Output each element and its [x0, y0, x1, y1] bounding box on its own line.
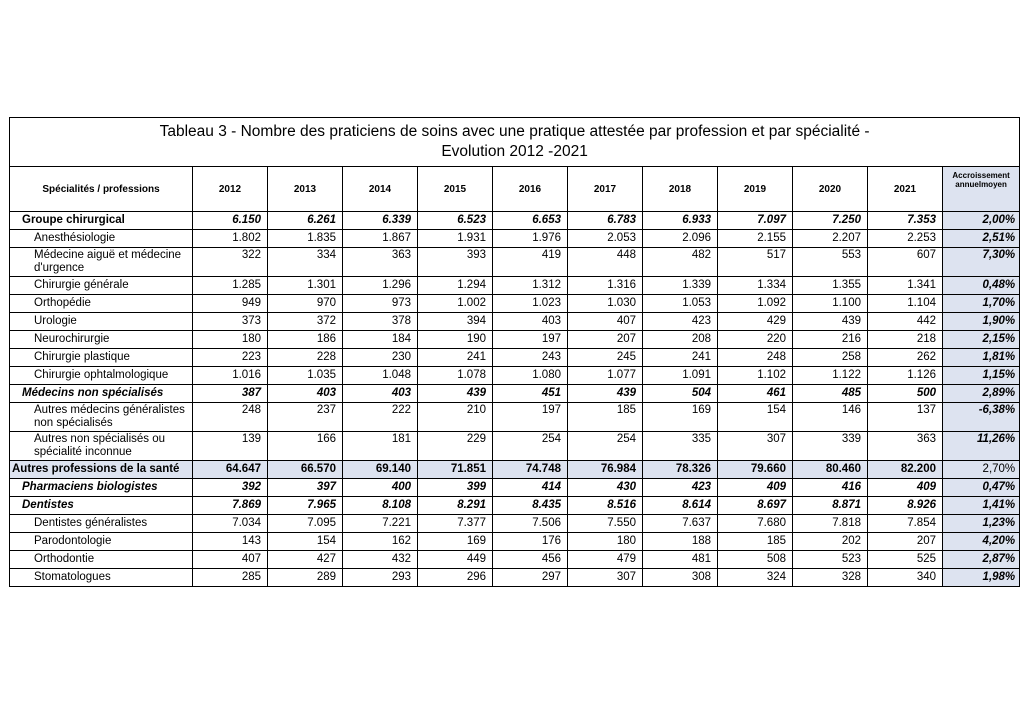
cell-value: 324	[718, 569, 793, 587]
header-year: 2016	[493, 167, 568, 212]
cell-value: 1.077	[568, 367, 643, 385]
cell-value: 1.835	[268, 230, 343, 248]
cell-value: 439	[793, 313, 868, 331]
cell-value: 7.353	[868, 212, 943, 230]
cell-value: 8.697	[718, 497, 793, 515]
row-label: Autres médecins généralistes non spécialisés	[10, 403, 193, 432]
cell-value: 607	[868, 248, 943, 277]
cell-value: 6.783	[568, 212, 643, 230]
row-label: Chirurgie générale	[10, 277, 193, 295]
cell-value: 6.523	[418, 212, 493, 230]
cell-value: 216	[793, 331, 868, 349]
cell-value: 76.984	[568, 461, 643, 479]
cell-value: 169	[418, 533, 493, 551]
cell-value: 166	[268, 432, 343, 461]
row-label: Médecine aiguë et médecine d'urgence	[10, 248, 193, 277]
table-row	[10, 349, 1020, 367]
cell-growth: 2,87%	[943, 551, 1020, 569]
cell-value: 7.095	[268, 515, 343, 533]
cell-value: 8.926	[868, 497, 943, 515]
cell-value: 169	[643, 403, 718, 432]
cell-value: 400	[343, 479, 418, 497]
cell-value: 80.460	[793, 461, 868, 479]
cell-value: 485	[793, 385, 868, 403]
cell-value: 7.550	[568, 515, 643, 533]
cell-value: 322	[193, 248, 268, 277]
cell-value: 2.096	[643, 230, 718, 248]
row-label: Autres professions de la santé	[10, 461, 193, 479]
table-row	[10, 569, 1020, 587]
cell-value: 308	[643, 569, 718, 587]
cell-value: 296	[418, 569, 493, 587]
cell-value: 1.931	[418, 230, 493, 248]
cell-value: 1.301	[268, 277, 343, 295]
cell-value: 176	[493, 533, 568, 551]
cell-value: 461	[718, 385, 793, 403]
cell-value: 378	[343, 313, 418, 331]
cell-value: 78.326	[643, 461, 718, 479]
cell-value: 1.316	[568, 277, 643, 295]
cell-value: 289	[268, 569, 343, 587]
cell-value: 6.261	[268, 212, 343, 230]
cell-value: 451	[493, 385, 568, 403]
cell-value: 423	[643, 313, 718, 331]
cell-value: 407	[193, 551, 268, 569]
row-label: Dentistes généralistes	[10, 515, 193, 533]
cell-growth: 1,41%	[943, 497, 1020, 515]
cell-value: 2.253	[868, 230, 943, 248]
cell-value: 297	[493, 569, 568, 587]
cell-value: 432	[343, 551, 418, 569]
cell-value: 334	[268, 248, 343, 277]
cell-value: 285	[193, 569, 268, 587]
cell-value: 8.871	[793, 497, 868, 515]
cell-value: 2.155	[718, 230, 793, 248]
cell-value: 373	[193, 313, 268, 331]
cell-value: 372	[268, 313, 343, 331]
cell-value: 6.653	[493, 212, 568, 230]
cell-value: 439	[418, 385, 493, 403]
cell-value: 228	[268, 349, 343, 367]
cell-value: 180	[193, 331, 268, 349]
cell-value: 1.100	[793, 295, 868, 313]
row-label: Groupe chirurgical	[10, 212, 193, 230]
cell-value: 7.965	[268, 497, 343, 515]
cell-growth: 4,20%	[943, 533, 1020, 551]
cell-value: 392	[193, 479, 268, 497]
cell-value: 419	[493, 248, 568, 277]
cell-value: 973	[343, 295, 418, 313]
cell-value: 393	[418, 248, 493, 277]
cell-value: 1.976	[493, 230, 568, 248]
cell-value: 202	[793, 533, 868, 551]
cell-value: 1.016	[193, 367, 268, 385]
cell-value: 237	[268, 403, 343, 432]
cell-value: 328	[793, 569, 868, 587]
row-label: Médecins non spécialisés	[10, 385, 193, 403]
cell-value: 479	[568, 551, 643, 569]
cell-value: 154	[718, 403, 793, 432]
cell-growth: 2,89%	[943, 385, 1020, 403]
cell-value: 254	[493, 432, 568, 461]
cell-value: 8.435	[493, 497, 568, 515]
cell-value: 64.647	[193, 461, 268, 479]
cell-value: 243	[493, 349, 568, 367]
cell-value: 207	[868, 533, 943, 551]
cell-value: 1.048	[343, 367, 418, 385]
cell-value: 245	[568, 349, 643, 367]
cell-value: 7.097	[718, 212, 793, 230]
cell-value: 1.078	[418, 367, 493, 385]
cell-value: 335	[643, 432, 718, 461]
cell-growth: 1,15%	[943, 367, 1020, 385]
cell-value: 190	[418, 331, 493, 349]
cell-value: 146	[793, 403, 868, 432]
cell-value: 207	[568, 331, 643, 349]
cell-value: 307	[718, 432, 793, 461]
cell-value: 188	[643, 533, 718, 551]
table-row	[10, 432, 1020, 461]
cell-value: 456	[493, 551, 568, 569]
cell-value: 220	[718, 331, 793, 349]
cell-value: 1.296	[343, 277, 418, 295]
header-growth: Accroissement annuelmoyen	[943, 167, 1020, 212]
cell-value: 363	[343, 248, 418, 277]
cell-value: 7.506	[493, 515, 568, 533]
cell-growth: 0,47%	[943, 479, 1020, 497]
cell-value: 448	[568, 248, 643, 277]
cell-value: 254	[568, 432, 643, 461]
table-title-line2: Evolution 2012 -2021	[441, 143, 588, 160]
cell-value: 197	[493, 403, 568, 432]
cell-value: 399	[418, 479, 493, 497]
cell-value: 1.355	[793, 277, 868, 295]
cell-value: 407	[568, 313, 643, 331]
cell-growth: 2,70%	[943, 461, 1020, 479]
cell-value: 7.221	[343, 515, 418, 533]
cell-value: 6.150	[193, 212, 268, 230]
cell-value: 409	[718, 479, 793, 497]
cell-value: 229	[418, 432, 493, 461]
cell-value: 1.035	[268, 367, 343, 385]
cell-value: 248	[718, 349, 793, 367]
cell-value: 1.341	[868, 277, 943, 295]
cell-value: 248	[193, 403, 268, 432]
header-year: 2019	[718, 167, 793, 212]
cell-value: 523	[793, 551, 868, 569]
cell-value: 258	[793, 349, 868, 367]
cell-value: 1.294	[418, 277, 493, 295]
cell-value: 363	[868, 432, 943, 461]
cell-value: 184	[343, 331, 418, 349]
cell-value: 186	[268, 331, 343, 349]
cell-value: 949	[193, 295, 268, 313]
header-year: 2014	[343, 167, 418, 212]
cell-value: 139	[193, 432, 268, 461]
cell-value: 442	[868, 313, 943, 331]
cell-value: 7.250	[793, 212, 868, 230]
row-label: Neurochirurgie	[10, 331, 193, 349]
cell-value: 403	[343, 385, 418, 403]
cell-value: 7.377	[418, 515, 493, 533]
cell-value: 449	[418, 551, 493, 569]
row-label: Urologie	[10, 313, 193, 331]
cell-value: 8.614	[643, 497, 718, 515]
cell-value: 340	[868, 569, 943, 587]
cell-value: 82.200	[868, 461, 943, 479]
cell-value: 1.002	[418, 295, 493, 313]
cell-value: 1.092	[718, 295, 793, 313]
cell-value: 394	[418, 313, 493, 331]
cell-value: 181	[343, 432, 418, 461]
cell-value: 409	[868, 479, 943, 497]
table-title	[10, 118, 1020, 167]
header-year: 2021	[868, 167, 943, 212]
cell-growth: 7,30%	[943, 248, 1020, 277]
cell-value: 218	[868, 331, 943, 349]
row-label: Pharmaciens biologistes	[10, 479, 193, 497]
cell-value: 7.637	[643, 515, 718, 533]
table-row	[10, 248, 1020, 277]
cell-value: 339	[793, 432, 868, 461]
cell-value: 397	[268, 479, 343, 497]
row-label: Stomatologues	[10, 569, 193, 587]
cell-growth: 2,15%	[943, 331, 1020, 349]
table-row	[10, 461, 1020, 479]
cell-value: 1.339	[643, 277, 718, 295]
cell-value: 6.339	[343, 212, 418, 230]
cell-growth: 1,90%	[943, 313, 1020, 331]
table-row	[10, 313, 1020, 331]
table-title-line1: Tableau 3 - Nombre des praticiens de soins avec une pratique attestée par profession et par spécialité -	[159, 123, 870, 140]
cell-value: 1.080	[493, 367, 568, 385]
cell-value: 517	[718, 248, 793, 277]
row-label: Orthopédie	[10, 295, 193, 313]
cell-value: 66.570	[268, 461, 343, 479]
cell-value: 6.933	[643, 212, 718, 230]
table-row	[10, 403, 1020, 432]
header-year: 2013	[268, 167, 343, 212]
cell-value: 79.660	[718, 461, 793, 479]
cell-value: 1.867	[343, 230, 418, 248]
cell-value: 7.869	[193, 497, 268, 515]
cell-growth: 1,23%	[943, 515, 1020, 533]
cell-value: 230	[343, 349, 418, 367]
cell-value: 210	[418, 403, 493, 432]
cell-value: 1.053	[643, 295, 718, 313]
cell-value: 137	[868, 403, 943, 432]
cell-value: 307	[568, 569, 643, 587]
row-label: Orthodontie	[10, 551, 193, 569]
header-year: 2012	[193, 167, 268, 212]
cell-value: 970	[268, 295, 343, 313]
cell-value: 1.030	[568, 295, 643, 313]
cell-value: 223	[193, 349, 268, 367]
table-row	[10, 551, 1020, 569]
cell-value: 430	[568, 479, 643, 497]
table-body	[10, 212, 1020, 587]
cell-value: 7.034	[193, 515, 268, 533]
cell-value: 241	[418, 349, 493, 367]
document-table-wrapper	[9, 117, 1019, 587]
row-label: Dentistes	[10, 497, 193, 515]
row-label: Parodontologie	[10, 533, 193, 551]
header-label: Spécialités / professions	[10, 167, 193, 212]
table-row	[10, 277, 1020, 295]
cell-value: 8.291	[418, 497, 493, 515]
cell-value: 2.053	[568, 230, 643, 248]
table-row	[10, 385, 1020, 403]
cell-growth: 2,00%	[943, 212, 1020, 230]
header-year: 2018	[643, 167, 718, 212]
table-row	[10, 515, 1020, 533]
table-row	[10, 479, 1020, 497]
cell-value: 553	[793, 248, 868, 277]
cell-value: 500	[868, 385, 943, 403]
cell-value: 481	[643, 551, 718, 569]
cell-value: 7.854	[868, 515, 943, 533]
table-row	[10, 295, 1020, 313]
row-label: Autres non spécialisés ou spécialité inconnue	[10, 432, 193, 461]
cell-value: 439	[568, 385, 643, 403]
cell-value: 482	[643, 248, 718, 277]
cell-value: 1.285	[193, 277, 268, 295]
cell-value: 7.818	[793, 515, 868, 533]
cell-value: 293	[343, 569, 418, 587]
cell-value: 185	[718, 533, 793, 551]
header-year: 2020	[793, 167, 868, 212]
cell-value: 208	[643, 331, 718, 349]
cell-value: 143	[193, 533, 268, 551]
cell-growth: 1,98%	[943, 569, 1020, 587]
cell-value: 197	[493, 331, 568, 349]
cell-value: 1.102	[718, 367, 793, 385]
cell-value: 241	[643, 349, 718, 367]
cell-value: 414	[493, 479, 568, 497]
cell-value: 1.091	[643, 367, 718, 385]
cell-value: 74.748	[493, 461, 568, 479]
cell-value: 162	[343, 533, 418, 551]
cell-value: 8.108	[343, 497, 418, 515]
cell-value: 1.334	[718, 277, 793, 295]
row-label: Anesthésiologie	[10, 230, 193, 248]
cell-value: 403	[493, 313, 568, 331]
cell-value: 1.312	[493, 277, 568, 295]
table-row	[10, 367, 1020, 385]
cell-value: 2.207	[793, 230, 868, 248]
cell-value: 1.104	[868, 295, 943, 313]
cell-value: 403	[268, 385, 343, 403]
cell-value: 262	[868, 349, 943, 367]
cell-value: 429	[718, 313, 793, 331]
cell-value: 71.851	[418, 461, 493, 479]
data-table	[9, 117, 1020, 587]
table-row	[10, 230, 1020, 248]
cell-growth: -6,38%	[943, 403, 1020, 432]
cell-value: 1.126	[868, 367, 943, 385]
cell-growth: 2,51%	[943, 230, 1020, 248]
cell-value: 185	[568, 403, 643, 432]
cell-value: 525	[868, 551, 943, 569]
cell-value: 1.122	[793, 367, 868, 385]
cell-value: 416	[793, 479, 868, 497]
table-row	[10, 533, 1020, 551]
cell-value: 504	[643, 385, 718, 403]
cell-value: 180	[568, 533, 643, 551]
cell-value: 69.140	[343, 461, 418, 479]
cell-value: 1.802	[193, 230, 268, 248]
cell-value: 427	[268, 551, 343, 569]
header-row	[10, 167, 1020, 212]
cell-growth: 0,48%	[943, 277, 1020, 295]
cell-value: 8.516	[568, 497, 643, 515]
cell-value: 154	[268, 533, 343, 551]
table-row	[10, 497, 1020, 515]
table-row	[10, 331, 1020, 349]
cell-value: 387	[193, 385, 268, 403]
cell-value: 423	[643, 479, 718, 497]
header-year: 2015	[418, 167, 493, 212]
cell-value: 7.680	[718, 515, 793, 533]
cell-value: 508	[718, 551, 793, 569]
cell-growth: 1,81%	[943, 349, 1020, 367]
row-label: Chirurgie plastique	[10, 349, 193, 367]
row-label: Chirurgie ophtalmologique	[10, 367, 193, 385]
cell-value: 222	[343, 403, 418, 432]
cell-growth: 1,70%	[943, 295, 1020, 313]
cell-value: 1.023	[493, 295, 568, 313]
table-row	[10, 212, 1020, 230]
header-year: 2017	[568, 167, 643, 212]
cell-growth: 11,26%	[943, 432, 1020, 461]
